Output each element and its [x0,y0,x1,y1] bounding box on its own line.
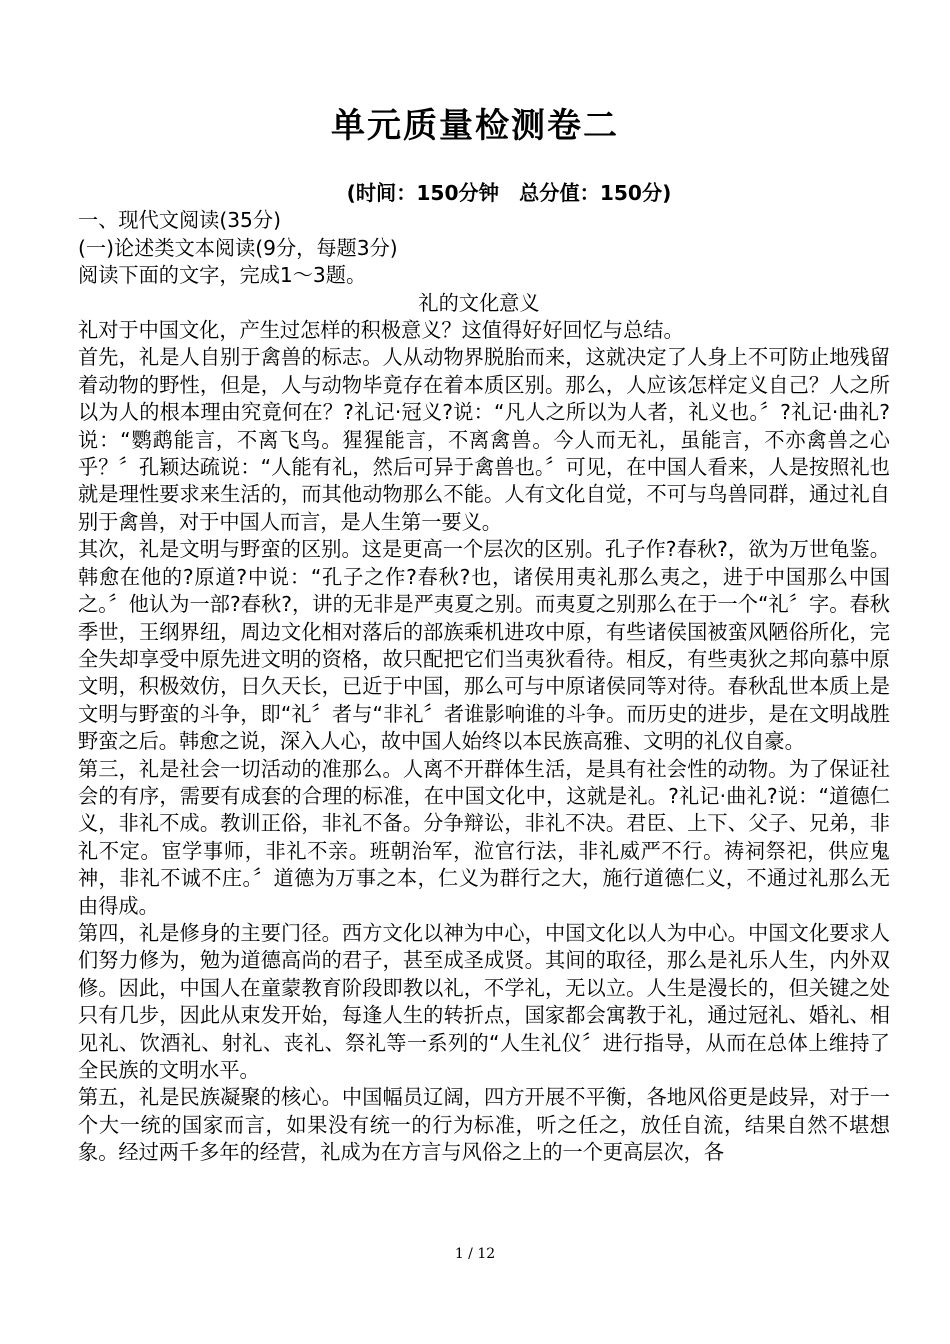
subsection-heading: (一)论述类文本阅读(9分，每题3分) [78,235,398,260]
document-body [68,180,890,1167]
paragraph: 第三，礼是社会一切活动的准那么。人离不开群体生活，是具有社会性的动物。为了保证社会的有序，需要有成套的合理的标准，在中国文化中，这就是礼。?礼记·曲礼?说：“道德仁义，非礼不成。教训正俗，非礼不备。分争辩讼，非礼不决。君臣、上下、父子、兄弟，非礼不定。宦学事师，非礼不亲。班朝治军，涖官行法，非礼威严不行。祷祠祭祀，供应鬼神，非礼不诚不庄。〞道德为万事之本，仁义为群行之大，施行道德仁义，不通过礼那么无由得成。 [78,756,890,918]
paragraph: 礼对于中国文化，产生过怎样的积极意义？这值得好好回忆与总结。 [78,318,684,343]
paragraph: 第四，礼是修身的主要门径。西方文化以神为中心，中国文化以人为中心。中国文化要求人们努力修为，勉为道德高尚的君子，甚至成圣成贤。其间的取径，那么是礼乐人生，内外双修。因此，中国人在童蒙教育阶段即教以礼，不学礼，无以立。人生是漫长的，但关键之处只有几步，因此从束发开始，每逢人生的转折点，国家都会寓教于礼，通过冠礼、婚礼、相见礼、饮酒礼、射礼、丧礼、祭礼等一系列的“人生礼仪〞进行指导，从而在总体上维持了全民族的文明水平。 [78,920,890,1082]
paragraph: 其次，礼是文明与野蛮的区别。这是更高一个层次的区别。孔子作?春秋?，欲为万世龟鉴。韩愈在他的?原道?中说：“孔子之作?春秋?也，诸侯用夷礼那么夷之，进于中国那么中国之。〞他认为一部?春秋?，讲的无非是严夷夏之别。而夷夏之别那么在于一个“礼〞字。春秋季世，王纲界纽，周边文化相对落后的部族乘机进攻中原，有些诸侯国被蛮风陋俗所化，完全失却享受中原先进文明的资格，故只配把它们当夷狄看待。相反，有些夷狄之邦向慕中原文明，积极效仿，日久天长，已近于中国，那么可与中原诸侯同等对待。春秋乱世本质上是文明与野蛮的斗争，即“礼〞者与“非礼〞者谁影响谁的斗争。而历史的进步，是在文明战胜野蛮之后。韩愈之说，深入人心，故中国人始终以本民族高雅、文明的礼仪自豪。 [78,537,890,754]
page-number: 1 / 12 [454,1246,496,1262]
article-title: 礼的文化意义 [418,290,540,315]
document-title: 单元质量检测卷二 [331,106,619,146]
paragraph: 第五，礼是民族凝聚的核心。中国幅员辽阔，四方开展不平衡，各地风俗更是歧异，对于一个大一统的国家而言，如果没有统一的行为标准，听之任之，放任自流，结果自然不堪想象。经过两千多年的经营，礼成为在方言与风俗之上的一个更高层次，各 [78,1085,890,1165]
instruction-text: 阅读下面的文字，完成1～3题。 [78,263,367,288]
section-heading: 一、现代文阅读(35分) [78,208,281,233]
paragraph: 首先，礼是人自别于禽兽的标志。人从动物界脱胎而来，这就决定了人身上不可防止地残留着动物的野性，但是，人与动物毕竟存在着本质区别。那么，人应该怎样定义自己？人之所以为人的根本理由究竟何在？?礼记·冠义?说：“凡人之所以为人者，礼义也。〞?礼记·曲礼?说：“鹦鹉能言，不离飞鸟。猩猩能言，不离禽兽。今人而无礼，虽能言，不亦禽兽之心乎？〞孔颖达疏说：“人能有礼，然后可异于禽兽也。〞可见，在中国人看来，人是按照礼也就是理性要求来生活的，而其他动物那么不能。人有文化自觉，不可与鸟兽同群，通过礼自别于禽兽，对于中国人而言，是人生第一要义。 [78,345,890,534]
exam-info: (时间：150分钟 总分值：150分) [346,181,672,205]
